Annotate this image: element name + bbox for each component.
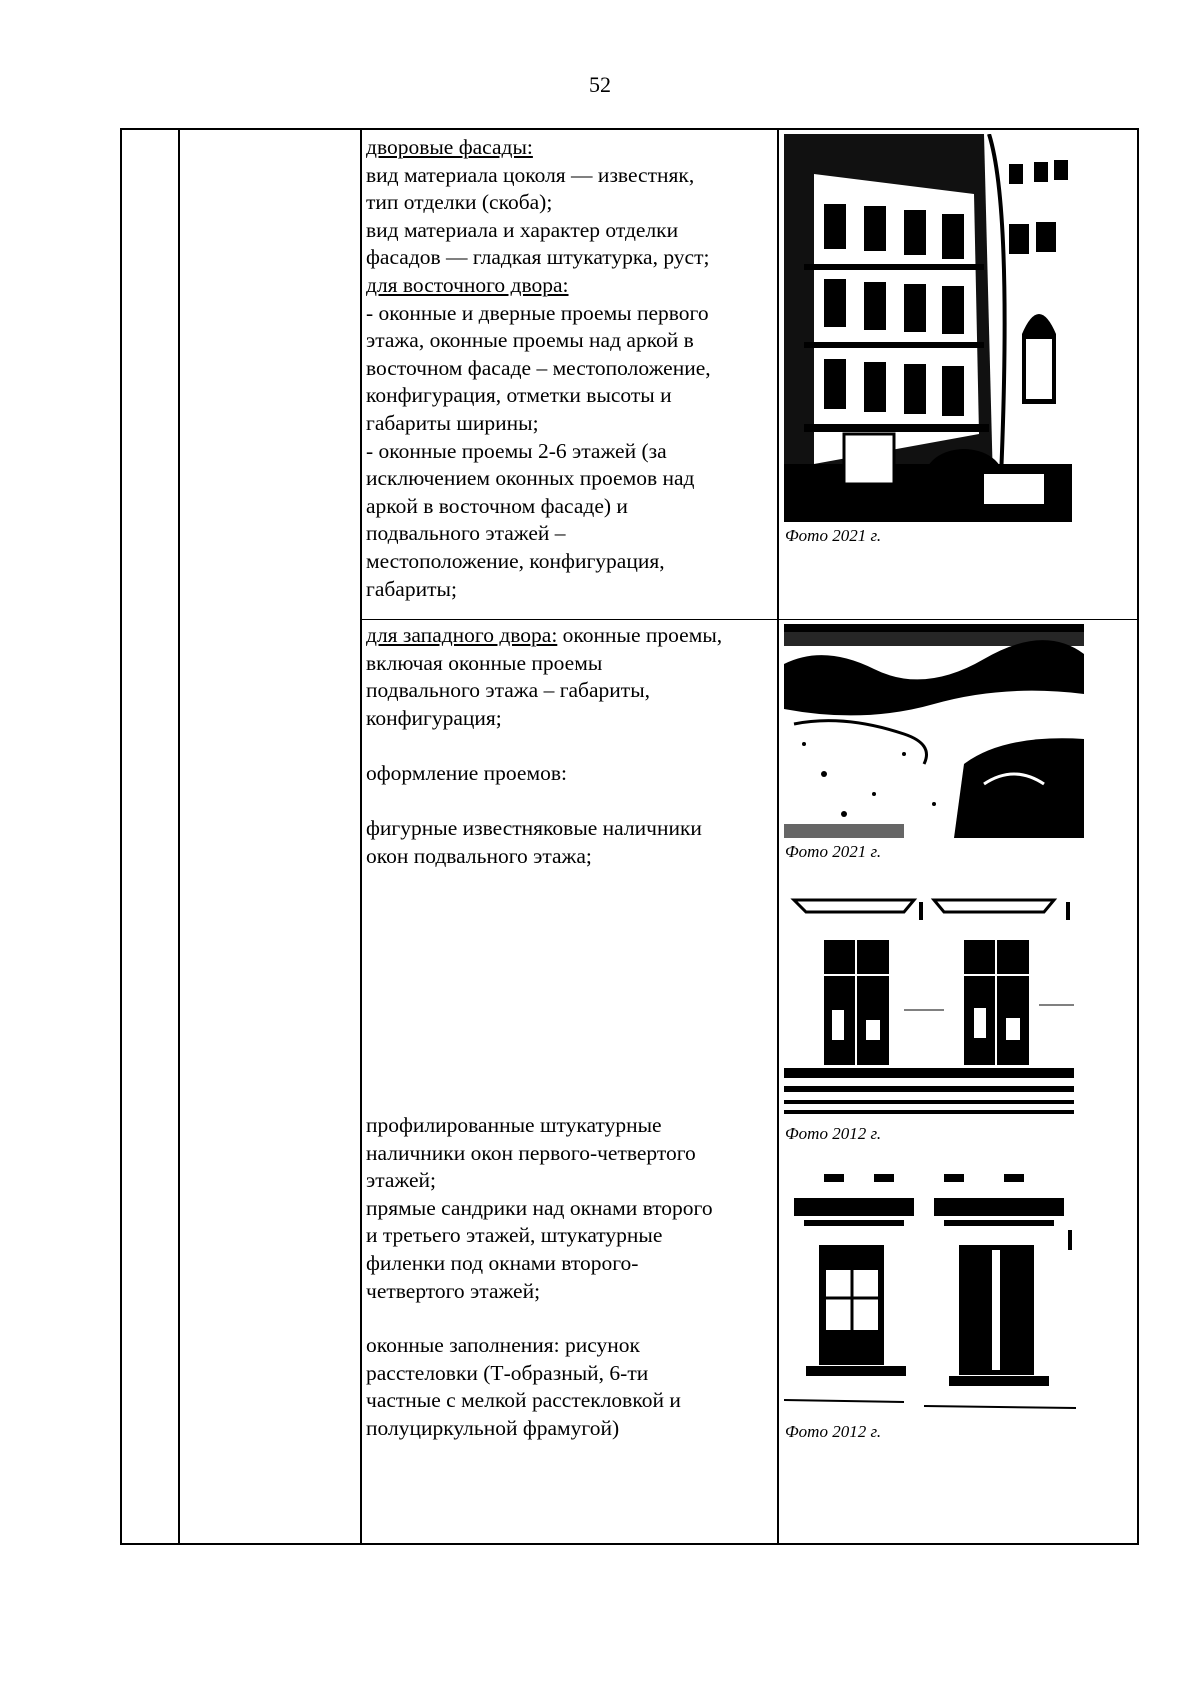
text-block-west-yard [366,622,771,732]
photo-caption: Фото 2012 г. [785,1422,882,1441]
west-yard-basement-photo [784,624,1084,838]
text-line: местоположение, конфигурация, [366,548,665,573]
text-fragment: оконные проемы, [557,623,723,647]
text-line: вид материала и характер отделки [366,217,679,242]
heading-east-yard: для восточного двора: [366,272,569,297]
text-block-basement-surrounds [366,815,771,870]
table-row [121,129,1138,1544]
text-line: прямые сандрики над окнами второго [366,1195,713,1220]
text-line: габариты; [366,576,457,601]
text-line: и третьего этажей, штукатурные [366,1223,663,1248]
description-cell [361,129,778,1544]
number-cell [121,129,179,1544]
text-line: фасадов — гладкая штукатурка, руст; [366,245,710,270]
text-line: наличники окон первого-четвертого [366,1140,696,1165]
heritage-table [120,128,1139,1545]
cell-divider [362,619,777,620]
object-cell [179,129,361,1544]
photo-caption: Фото 2021 г. [785,526,882,545]
text-line: фигурные известняковые наличники [366,816,702,840]
text-line: вид материала цоколя — известняк, [366,162,695,187]
text-line: расстеловки (Т-образный, 6-ти [366,1360,649,1385]
text-line: исключением оконных проемов над [366,466,695,491]
text-line: оформление проемов: [366,761,567,785]
text-line: конфигурация, отметки высоты и [366,383,672,408]
text-line: подвального этажей – [366,521,566,546]
basement-window-surrounds-photo [784,890,1074,1120]
text-line: этажей; [366,1168,437,1193]
text-line: включая оконные проемы [366,650,603,675]
photo-caption: Фото 2021 г. [785,842,882,861]
text-line: подвального этажа – габариты, [366,678,651,703]
text-line: этажа, оконные проемы над аркой в [366,328,694,353]
text-line: аркой в восточном фасаде) и [366,493,628,518]
text-line: - оконные и дверные проемы первого [366,300,709,325]
text-line: филенки под окнами второго- [366,1250,639,1275]
page-number: 52 [589,72,611,97]
text-line: четвертого этажей; [366,1278,541,1303]
text-line [366,622,771,650]
text-block-window-fillings [366,1332,771,1442]
text-line: оконные заполнения: рисунок [366,1333,640,1357]
text-line: - оконные проемы 2-6 этажей (за [366,438,667,463]
text-line: габариты ширины; [366,410,539,435]
text-line: полуциркульной фрамугой) [366,1415,620,1440]
heading-courtyard-facades: дворовые фасады: [366,135,533,159]
text-block-openings-design [366,760,771,788]
courtyard-facade-photo [784,134,1072,522]
cell-divider [779,619,1137,620]
text-line: конфигурация; [366,705,502,730]
upper-window-sandriks-photo [784,1170,1076,1418]
text-block-courtyard-facades [366,134,771,603]
text-line: частные с мелкой расстекловкой и [366,1388,681,1413]
photo-cell [778,129,1138,1544]
heading-west-yard: для западного двора: [366,623,558,647]
text-line: восточном фасаде – местоположение, [366,355,711,380]
text-line: окон подвального этажа; [366,843,592,868]
photo-caption: Фото 2012 г. [785,1124,882,1143]
text-line: профилированные штукатурные [366,1113,662,1137]
text-line: тип отделки (скоба); [366,190,553,215]
text-block-plaster-surrounds [366,1112,771,1305]
